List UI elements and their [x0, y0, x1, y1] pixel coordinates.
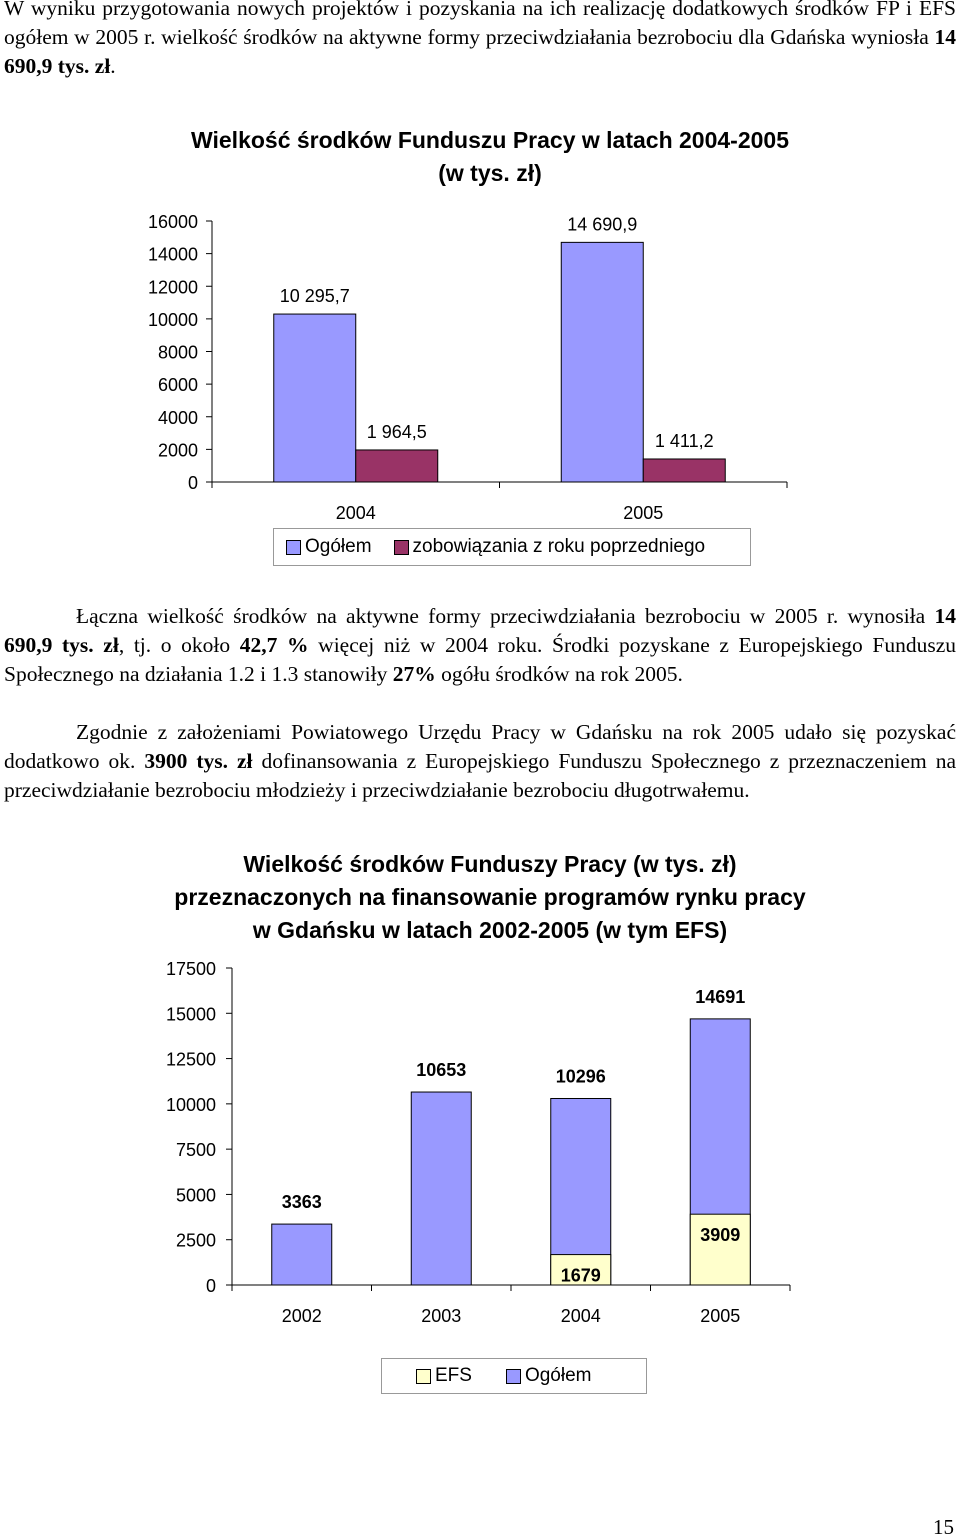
chart2-x-tick-label: 2002	[281, 1306, 322, 1326]
summary-text-a: Łączna wielkość środków na aktywne formy przeciwdziałania bezrobociu w 2005 r. wynosiła	[76, 604, 935, 628]
chart2-legend-item-efs	[416, 1365, 472, 1387]
chart1-title-line2: (w tys. zł)	[438, 160, 542, 186]
chart1-y-tick-label: 6000	[157, 375, 198, 396]
chart1-title-line1: Wielkość środków Funduszu Pracy w latach 2004-2005	[190, 127, 790, 153]
page-number: 15	[933, 1515, 954, 1539]
chart2-legend	[381, 1358, 647, 1394]
chart2-y-tick-label: 17500	[165, 959, 216, 979]
chart1-data-label: 14 690,9	[567, 214, 638, 235]
summary-percent: 42,7 %	[239, 633, 309, 657]
intro-text: W wyniku przygotowania nowych projektów i pozyskania na ich realizację dodatkowych środków FP i EFS ogółem w 2005 r. wielkość środków na aktywne formy przeciwdziałania bezrobociu dla Gdańska wyniosła	[4, 0, 956, 49]
chart2-legend-swatch-efs	[416, 1369, 431, 1384]
chart1-data-label: 1 411,2	[654, 430, 714, 451]
chart2-data-label-efs: 3909	[700, 1225, 741, 1246]
chart1-y-tick-label: 2000	[157, 440, 198, 461]
chart2-data-label-ogolem: 14691	[695, 986, 746, 1007]
chart2-data-label-ogolem: 10653	[416, 1060, 467, 1081]
summary-share: 27%	[392, 662, 436, 686]
summary-text-c: , tj. o około	[118, 633, 240, 657]
chart2-y-tick-label: 5000	[175, 1185, 216, 1206]
chart2-x-tick-label: 2004	[560, 1306, 601, 1326]
chart1-legend-label-ogolem: Ogółem	[305, 536, 372, 557]
chart1-x-tick-label: 2005	[623, 503, 664, 523]
summary-text-g: ogółu środków na rok 2005.	[435, 662, 683, 686]
chart2-legend-item-ogolem	[506, 1365, 592, 1387]
chart2-data-label-ogolem: 10296	[555, 1066, 606, 1087]
chart1-y-tick-label: 8000	[157, 342, 198, 363]
chart2-x-tick-label: 2005	[700, 1306, 741, 1326]
chart2-bar-ogolem	[411, 1092, 471, 1285]
chart2-title-line3: w Gdańsku w latach 2002-2005 (w tym EFS)	[252, 917, 728, 943]
chart1-legend-label-zobowiazania: zobowiązania z roku poprzedniego	[412, 536, 706, 557]
chart1-y-tick-label: 10000	[147, 309, 198, 330]
chart2-y-tick-label: 7500	[175, 1140, 216, 1161]
chart1-y-tick-label: 0	[187, 473, 198, 493]
chart1-y-tick-label: 14000	[147, 244, 198, 265]
chart2-legend-label-efs: EFS	[435, 1365, 472, 1386]
chart2-y-tick-label: 12500	[165, 1049, 216, 1070]
chart2-x-tick-label: 2003	[421, 1306, 462, 1326]
chart2-title-line1: Wielkość środków Funduszy Pracy (w tys. zł)	[243, 851, 737, 877]
chart1-y-tick-label: 16000	[147, 212, 198, 232]
intro-end: .	[110, 54, 116, 78]
intro-amount: 14 690,9 tys. zł	[4, 25, 956, 78]
summary-text-e: więcej niż w 2004 roku. Środki pozyskane z Europejskiego Funduszu Społecznego na działania 1.2 i 1.3 stanowiły	[4, 633, 957, 686]
chart1-x-tick-label: 2004	[335, 503, 376, 523]
chart1-data-label: 1 964,5	[366, 421, 427, 442]
chart2-y-tick-label: 0	[205, 1276, 216, 1296]
efs-amount: 3900 tys. zł	[144, 749, 253, 773]
chart1-data-label: 10 295,7	[279, 286, 350, 307]
chart2-y-tick-label: 10000	[165, 1094, 216, 1115]
chart2-data-label-efs: 1679	[560, 1265, 601, 1286]
chart1-y-tick-label: 4000	[157, 407, 198, 428]
chart2-bar-ogolem	[272, 1224, 332, 1285]
chart2-legend-label-ogolem: Ogółem	[524, 1365, 592, 1386]
chart2-title-line2: przeznaczonych na finansowanie programów rynku pracy	[174, 884, 806, 910]
efs-text-c: dofinansowania z Europejskiego Funduszu Społecznego z przeznaczeniem na przeciwdziałanie bezrobociu młodzieży i przeciwdziałanie bezrobociu długotrwałemu.	[4, 749, 957, 802]
chart2-y-tick-label: 2500	[175, 1230, 216, 1251]
chart1-y-tick-label: 12000	[147, 277, 198, 298]
chart2-legend-swatch-ogolem	[506, 1369, 521, 1384]
efs-text-a: Zgodnie z założeniami Powiatowego Urzędu Pracy w Gdańsku na rok 2005 udało się pozyskać dodatkowo ok.	[4, 720, 956, 773]
chart2-data-label-ogolem: 3363	[281, 1192, 322, 1213]
summary-amount: 14 690,9 tys. zł	[4, 604, 956, 657]
chart2-y-tick-label: 15000	[165, 1004, 216, 1025]
